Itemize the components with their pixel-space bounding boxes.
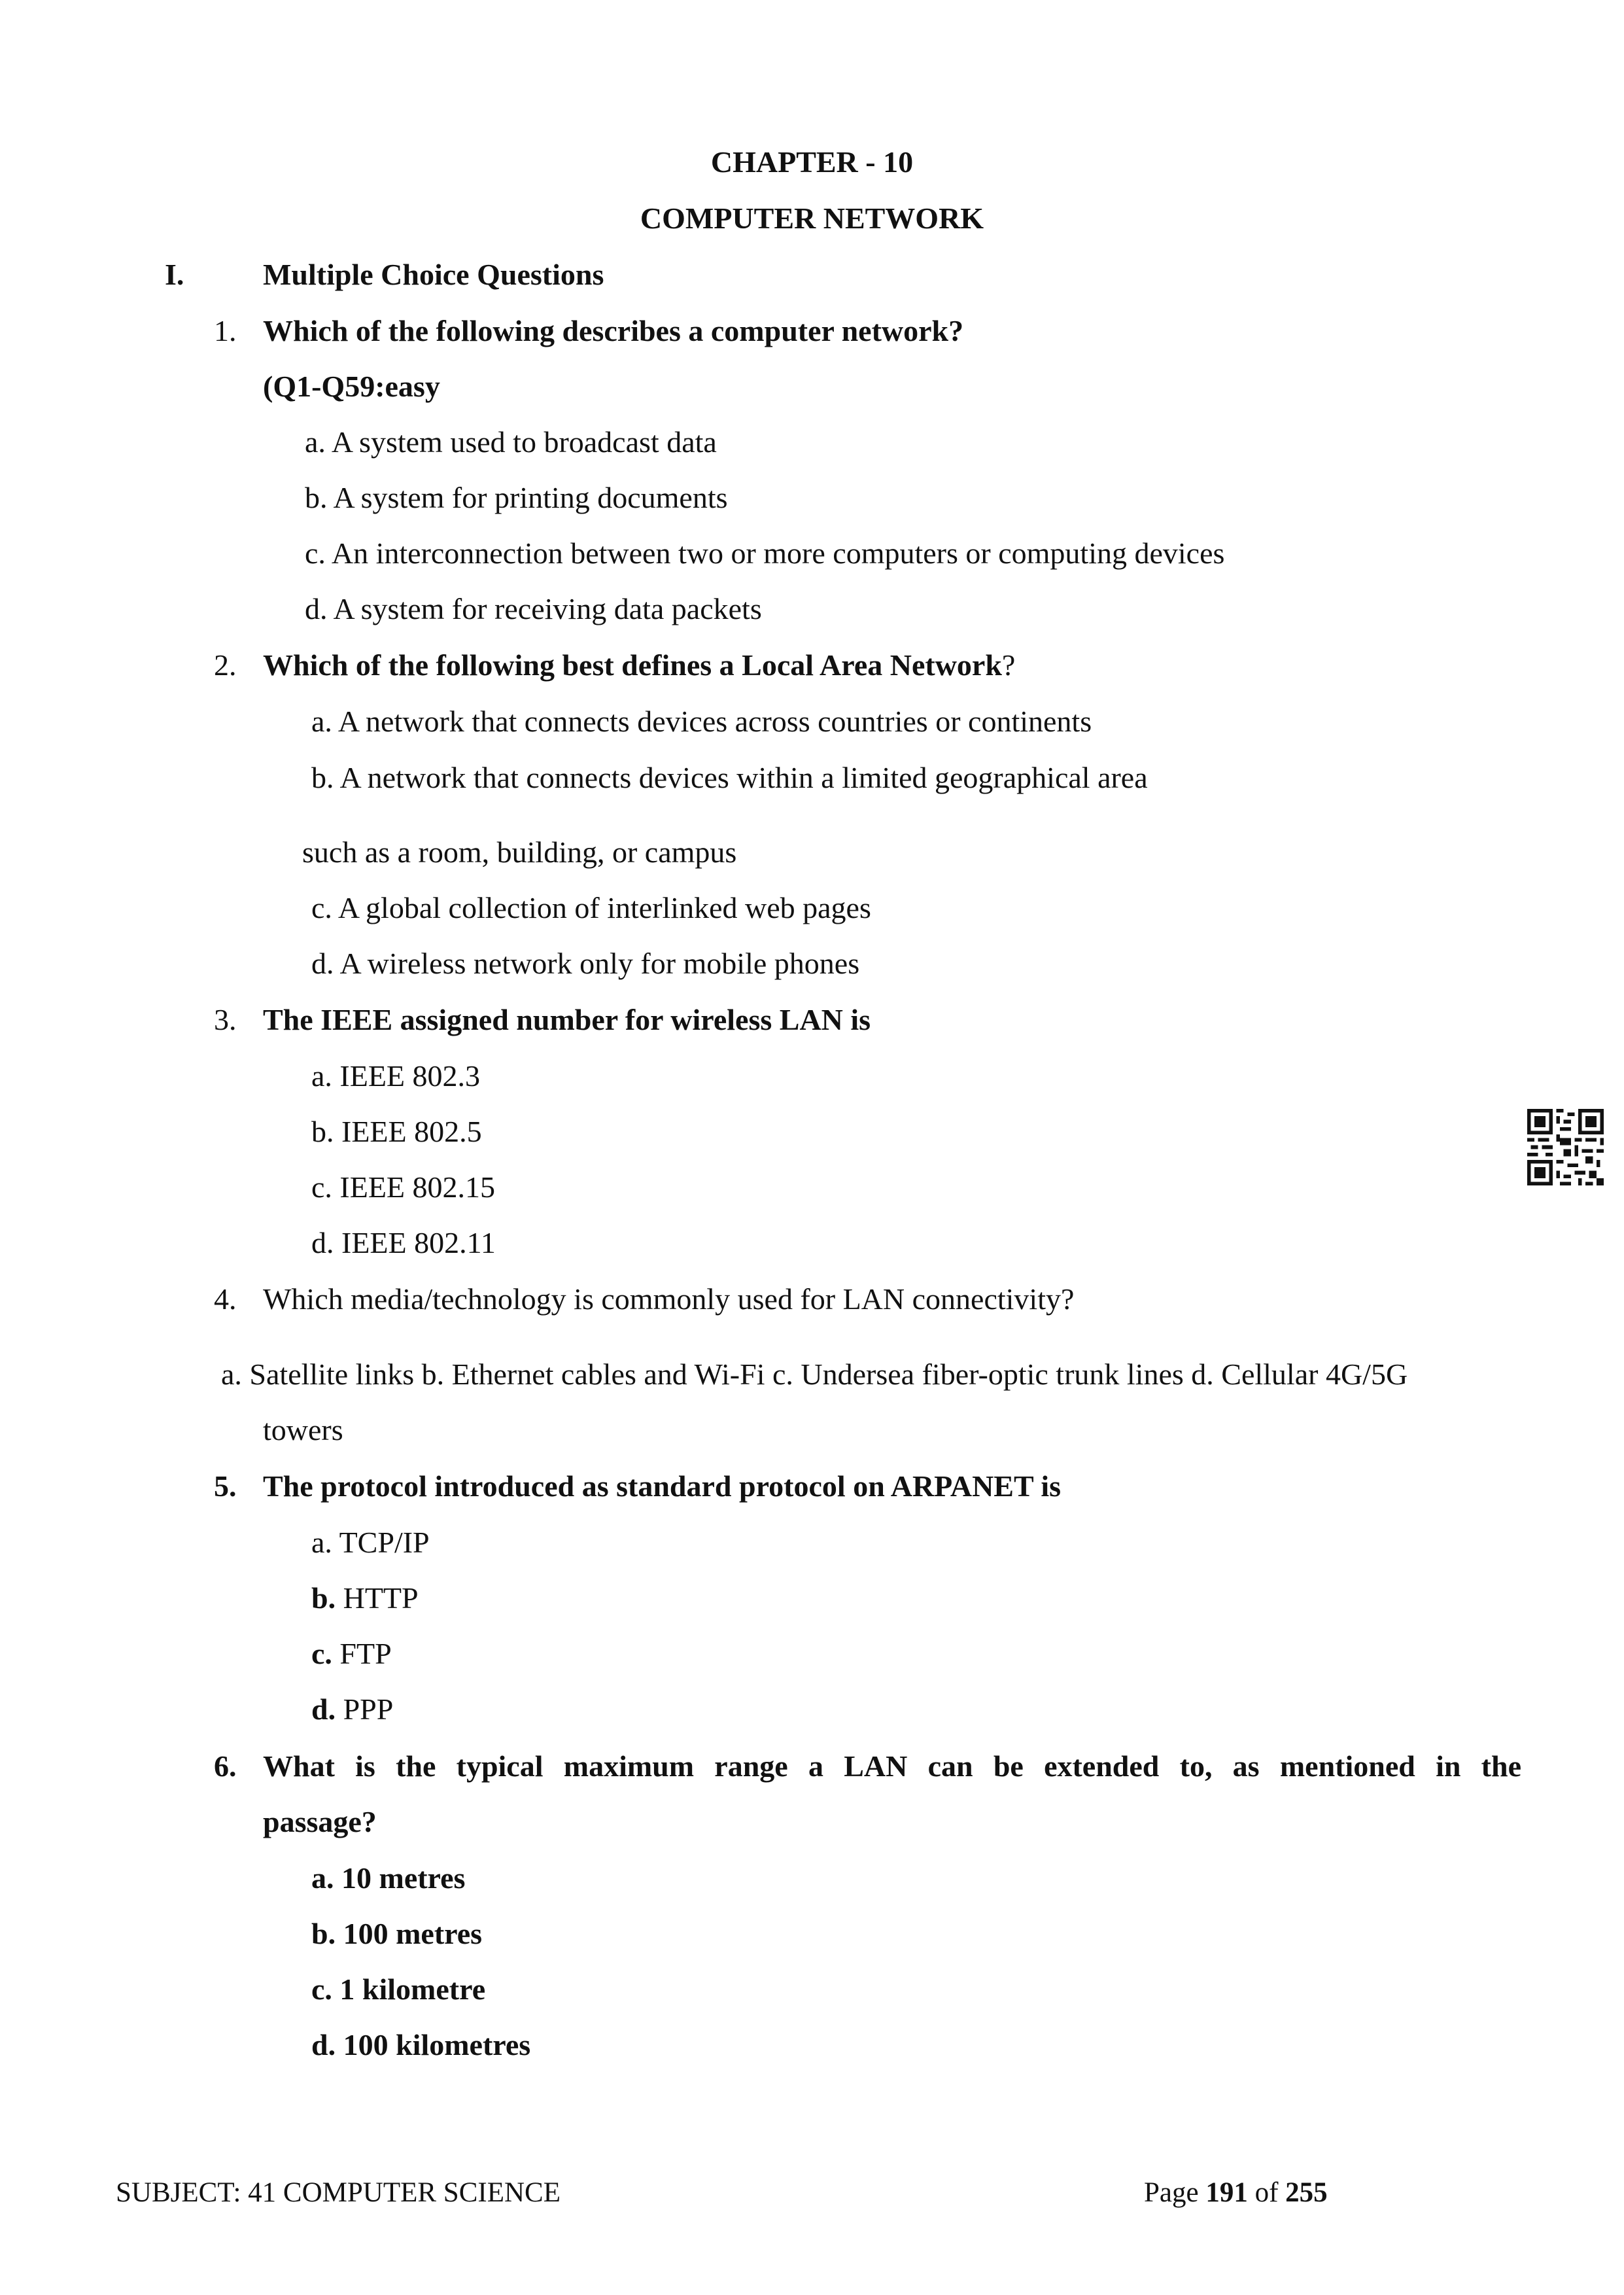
- question-mark: ?: [1001, 648, 1016, 682]
- question-text-bold: Which of the following best defines a Local Area Network: [263, 648, 1002, 682]
- question-number: 5.: [214, 1469, 237, 1503]
- question-number: 1.: [214, 314, 237, 347]
- question-text: The protocol introduced as standard protocol on ARPANET is: [263, 1469, 1062, 1503]
- chapter-title: COMPUTER NETWORK: [640, 201, 984, 235]
- option: c. IEEE 802.15: [311, 1170, 496, 1204]
- option: [311, 1639, 392, 1669]
- option-label: c.: [311, 1637, 332, 1670]
- option: d. A system for receiving data packets: [305, 592, 762, 625]
- option: d. IEEE 802.11: [311, 1226, 496, 1259]
- question-number: 4.: [214, 1282, 237, 1316]
- option: [311, 1694, 393, 1725]
- option: c. A global collection of interlinked web pages: [311, 891, 871, 924]
- option: a. TCP/IP: [311, 1526, 430, 1559]
- page-word: Page: [1144, 2177, 1206, 2208]
- option-label: d.: [311, 1692, 336, 1726]
- footer-page-number: [1144, 2179, 1328, 2207]
- option: a. 10 metres: [311, 1861, 466, 1895]
- option: c. 1 kilometre: [311, 1972, 486, 2006]
- question-text: Which of the following describes a computer network?: [263, 314, 964, 347]
- section-numeral: I.: [165, 258, 184, 291]
- qr-code-icon: [1527, 1109, 1604, 1185]
- option-text: HTTP: [336, 1581, 419, 1615]
- option-continuation: such as a room, building, or campus: [302, 835, 737, 869]
- option: b. A system for printing documents: [305, 481, 728, 514]
- option: b. 100 metres: [311, 1917, 483, 1950]
- question-number: 6.: [214, 1749, 237, 1783]
- option-label: b.: [311, 1581, 336, 1615]
- option-text: FTP: [332, 1637, 392, 1670]
- difficulty-tag: (Q1-Q59:easy: [263, 370, 440, 403]
- of-word: of: [1247, 2177, 1286, 2208]
- chapter-number: CHAPTER - 10: [710, 145, 914, 179]
- total-pages: 255: [1285, 2177, 1328, 2208]
- question-text: Which media/technology is commonly used for LAN connectivity?: [263, 1282, 1075, 1316]
- options-continuation: towers: [263, 1413, 343, 1446]
- option: b. A network that connects devices within a limited geographical area: [311, 761, 1148, 794]
- option: a. IEEE 802.3: [311, 1059, 481, 1093]
- option: a. A system used to broadcast data: [305, 425, 717, 459]
- footer-subject: SUBJECT: 41 COMPUTER SCIENCE: [116, 2177, 561, 2208]
- question-text: The IEEE assigned number for wireless LAN is: [263, 1003, 871, 1036]
- question-continuation: passage?: [263, 1805, 377, 1838]
- question-number: 2.: [214, 648, 237, 682]
- option: c. An interconnection between two or more computers or computing devices: [305, 536, 1225, 570]
- option: d. A wireless network only for mobile phones: [311, 947, 860, 980]
- option-text: PPP: [336, 1692, 394, 1726]
- option: a. A network that connects devices across countries or continents: [311, 705, 1092, 738]
- option: b. IEEE 802.5: [311, 1115, 482, 1148]
- option: [311, 1583, 419, 1613]
- question-text: [263, 650, 1015, 680]
- question-text: What is the typical maximum range a LAN can be extended to, as mentioned in the: [263, 1749, 1521, 1783]
- option: d. 100 kilometres: [311, 2028, 531, 2061]
- options-line: a. Satellite links b. Ethernet cables and Wi-Fi c. Undersea fiber-optic trunk lines d. Cellular 4G/5G: [221, 1358, 1408, 1391]
- section-heading: Multiple Choice Questions: [263, 258, 604, 291]
- question-number: 3.: [214, 1003, 237, 1036]
- current-page: 191: [1205, 2177, 1248, 2208]
